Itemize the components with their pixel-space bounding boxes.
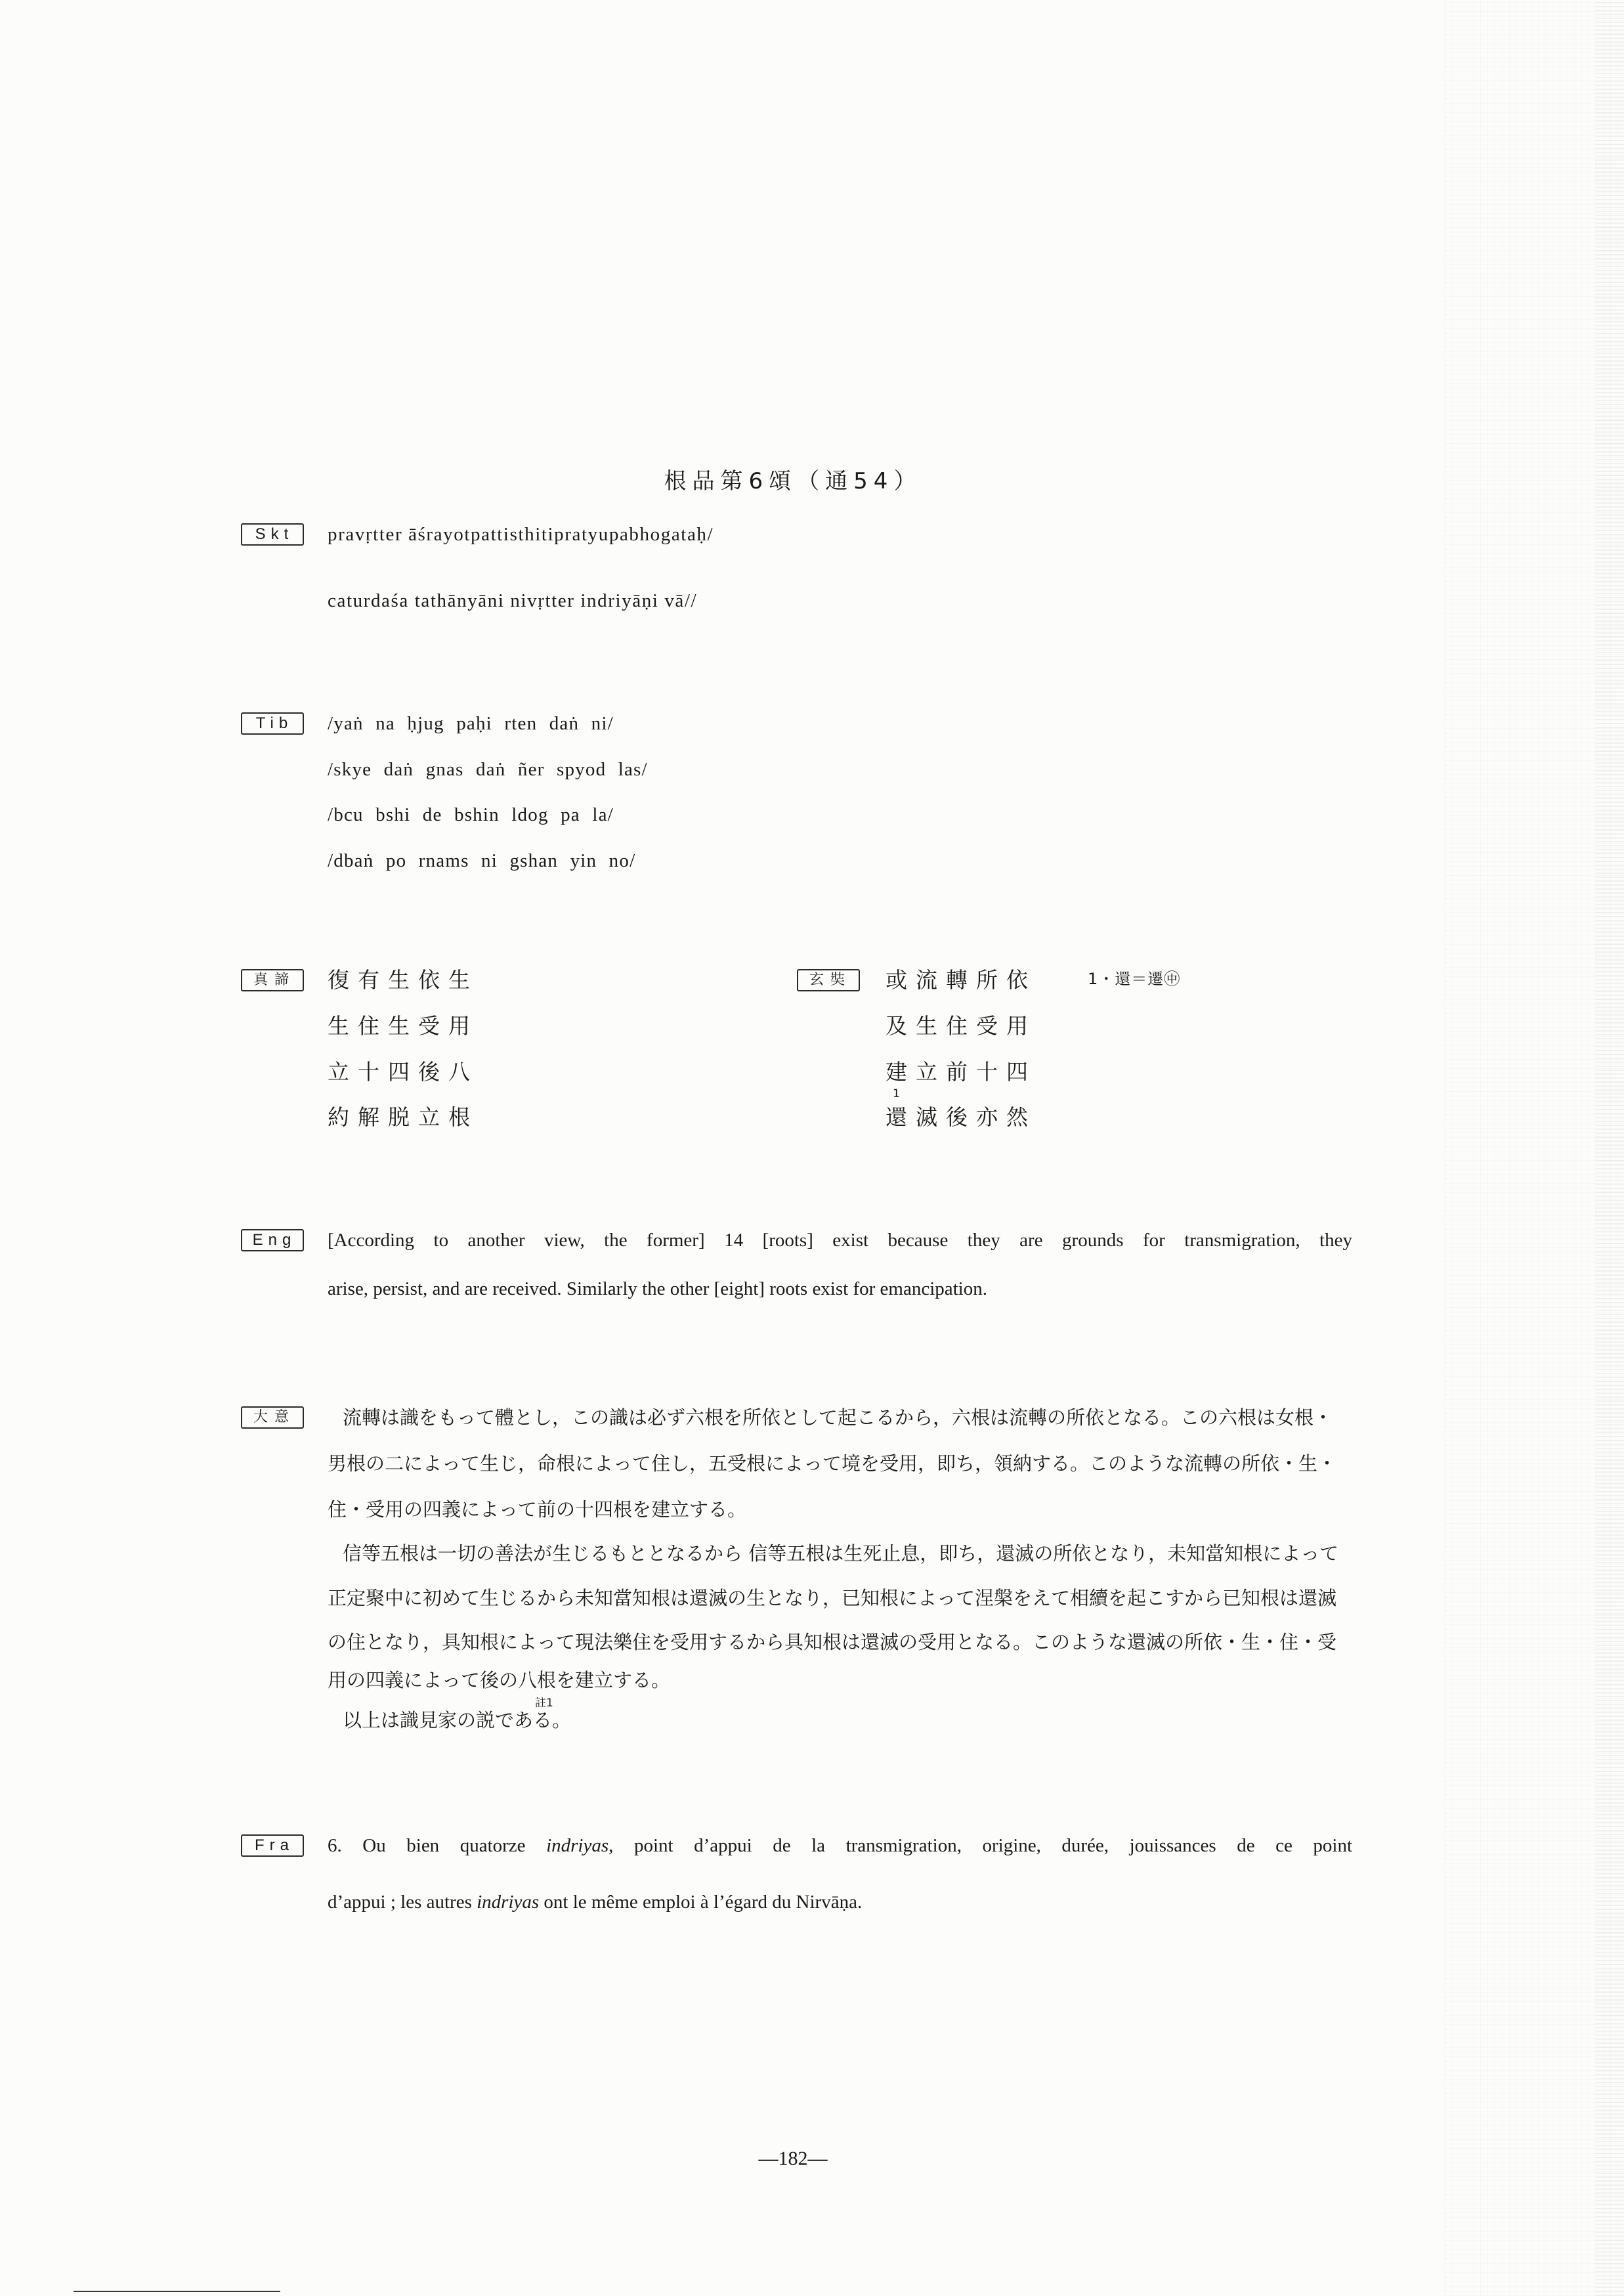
eng-line-2: arise, persist, and are received. Similarly the other [eight] roots exist for emancipation. — [328, 1278, 987, 1299]
scan-edge-line — [74, 2291, 280, 2292]
summary-line-5: 正定聚中に初めて生じるから未知當知根は還滅の生となり，已知根によって涅槃をえて相續を起こすから已知根は還滅 — [328, 1587, 1337, 1609]
fra-line-1-italic-term: indriyas — [546, 1835, 609, 1856]
tib-label: Tib — [241, 712, 304, 735]
summary-line-6: の住となり，具知根によって現法樂住を受用するから具知根は還滅の受用となる。このような還滅の所依・生・住・受 — [328, 1631, 1337, 1653]
summary-line-1: 流轉は識をもって體とし，この識は必ず六根を所依として起こるから，六根は流轉の所依となる。この六根は女根・ — [343, 1406, 1333, 1429]
tib-line-3: /bcu bshi de bshin ldog pa la/ — [328, 804, 614, 825]
summary-line-8: 以上は識見家の説である。 — [343, 1709, 572, 1731]
zhendi-verse-line-4: 約解脱立根 — [328, 1104, 479, 1130]
xuanzang-verse-line-3: 建立前十四 — [886, 1059, 1036, 1085]
tib-line-1: /yaṅ na ḥjug paḥi rten daṅ ni/ — [328, 713, 614, 734]
skt-line-1: pravṛtter āśrayotpattisthitipratyupabhogataḥ/ — [328, 524, 714, 545]
fra-line-2-italic-term: indriyas — [477, 1892, 540, 1913]
summary-line-7: 用の四義によって後の八根を建立する。 — [328, 1669, 671, 1691]
zhendi-verse-line-3: 立十四後八 — [328, 1059, 479, 1085]
zhendi-verse-line-1: 復有生依生 — [328, 967, 479, 993]
fra-line-2 — [328, 1889, 862, 1915]
fra-line-1-part-2: , point d’appui de la transmigration, origine, durée, jouissances de ce point — [609, 1835, 1352, 1856]
scan-noise-border — [1595, 0, 1624, 2296]
xuanzang-label: 玄奘 — [797, 969, 860, 991]
summary-line-4: 信等五根は一切の善法が生じるもととなるから 信等五根は生死止息，即ち，還滅の所依となり，未知當知根によって — [343, 1542, 1339, 1565]
eng-line-1: [According to another view, the former] 14 [roots] exist because they are grounds for transmigration, they — [328, 1230, 1352, 1251]
skt-line-2: caturdaśa tathānyāni nivṛtter indriyāṇi vā// — [328, 590, 698, 611]
zhendi-verse-line-2: 生住生受用 — [328, 1013, 479, 1039]
summary-label: 大意 — [241, 1406, 304, 1429]
page-number: —182— — [758, 2148, 828, 2169]
summary-line-2: 男根の二によって生じ，命根によって住し，五受根によって境を受用，即ち，領納する。このような流轉の所依・生・ — [328, 1452, 1337, 1475]
fra-label: Fra — [241, 1834, 304, 1857]
variant-note: 1・還＝遷㊥ — [1088, 970, 1181, 988]
eng-label: Eng — [241, 1229, 304, 1251]
fra-line-2-part-1: d’appui ; les autres — [328, 1892, 477, 1913]
fra-line-1-part-1: 6. Ou bien quatorze — [328, 1835, 547, 1856]
xuanzang-verse-line-1: 或流轉所依 — [886, 967, 1036, 993]
xuanzang-verse-line-4: 還滅後亦然 — [886, 1104, 1036, 1130]
summary-line-3: 住・受用の四義によって前の十四根を建立する。 — [328, 1498, 747, 1521]
fra-line-2-part-2: ont le même emploi à l’égard du Nirvāṇa. — [539, 1892, 863, 1913]
xuanzang-verse-line-2: 及生住受用 — [886, 1013, 1036, 1039]
variant-note-mark: 1 — [893, 1087, 900, 1100]
fra-line-1 — [328, 1832, 1352, 1859]
skt-label: Skt — [241, 523, 304, 546]
tib-line-2: /skye daṅ gnas daṅ ñer spyod las/ — [328, 759, 648, 780]
tib-line-4: /dbaṅ po rnams ni gshan yin no/ — [328, 850, 636, 871]
page-title: 根品第6頌（通54） — [664, 468, 922, 494]
zhendi-label: 真諦 — [241, 969, 304, 991]
footnote-mark: 註1 — [535, 1697, 553, 1710]
